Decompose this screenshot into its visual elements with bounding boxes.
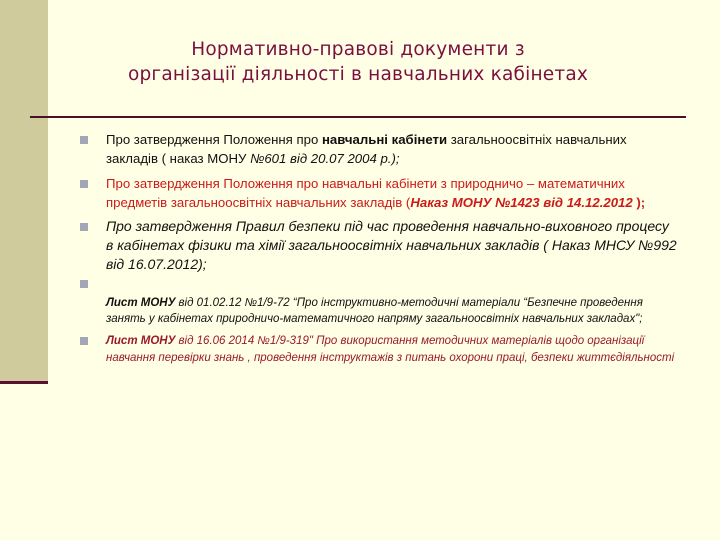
item-italic-text: №601 від 20.07 2004 р.); (250, 151, 400, 166)
square-bullet-icon (80, 280, 88, 288)
item-bold-text: Наказ МОНУ №1423 від 14.12.2012 (410, 195, 633, 210)
square-bullet-icon (80, 180, 88, 188)
list-item (80, 130, 680, 168)
item-bold-text: Лист МОНУ (106, 335, 176, 347)
item-text: від 01.02.12 №1/9-72 “Про інструктивно-методичні матеріали “Безпечне проведення занять у кабінетах природничо-математичного напряму загальноосвітніх навчальних закладах"; (106, 297, 643, 325)
square-bullet-icon (80, 223, 88, 231)
title-divider (30, 116, 686, 118)
list-item (80, 333, 680, 367)
list-item (80, 217, 680, 274)
item-text: від 16.06 2014 №1/9-319" Про використання методичних матеріалів щодо організації навчання перевірки знань , проведення інструктажів з питань охорони праці, безпеки життєдіяльності (106, 335, 675, 364)
item-bold-text: Лист МОНУ (106, 297, 176, 309)
item-end-text: ); (632, 195, 646, 210)
square-bullet-icon (80, 136, 88, 144)
item-text: Про затвердження Правил безпеки під час проведення навчально-виховного процесу в кабінетах фізики та хімії загальноосвітніх навчальних закладів ( Наказ МНСУ №992 від 16.07.2012); (106, 218, 677, 272)
item-text: Про затвердження Положення про (106, 132, 322, 147)
document-list (80, 130, 680, 367)
item-text: загальноосвітніх навчальних закладів ( наказ МОНУ (106, 132, 627, 166)
list-item (80, 174, 680, 212)
square-bullet-icon (80, 337, 88, 345)
item-text: Про затвердження Положення про навчальні кабінети з природничо – математичних предметів загальноосвітніх навчальних закладів ( (106, 176, 625, 210)
title-line-2: організації діяльності в навчальних кабінетах (127, 64, 589, 85)
title-line-1: Нормативно-правові документи з (191, 39, 525, 60)
slide-title (48, 37, 668, 87)
item-bold-text: навчальні кабінети (321, 132, 448, 147)
list-item (80, 278, 680, 327)
left-decor-line (0, 381, 48, 384)
left-decor-band (0, 0, 48, 383)
